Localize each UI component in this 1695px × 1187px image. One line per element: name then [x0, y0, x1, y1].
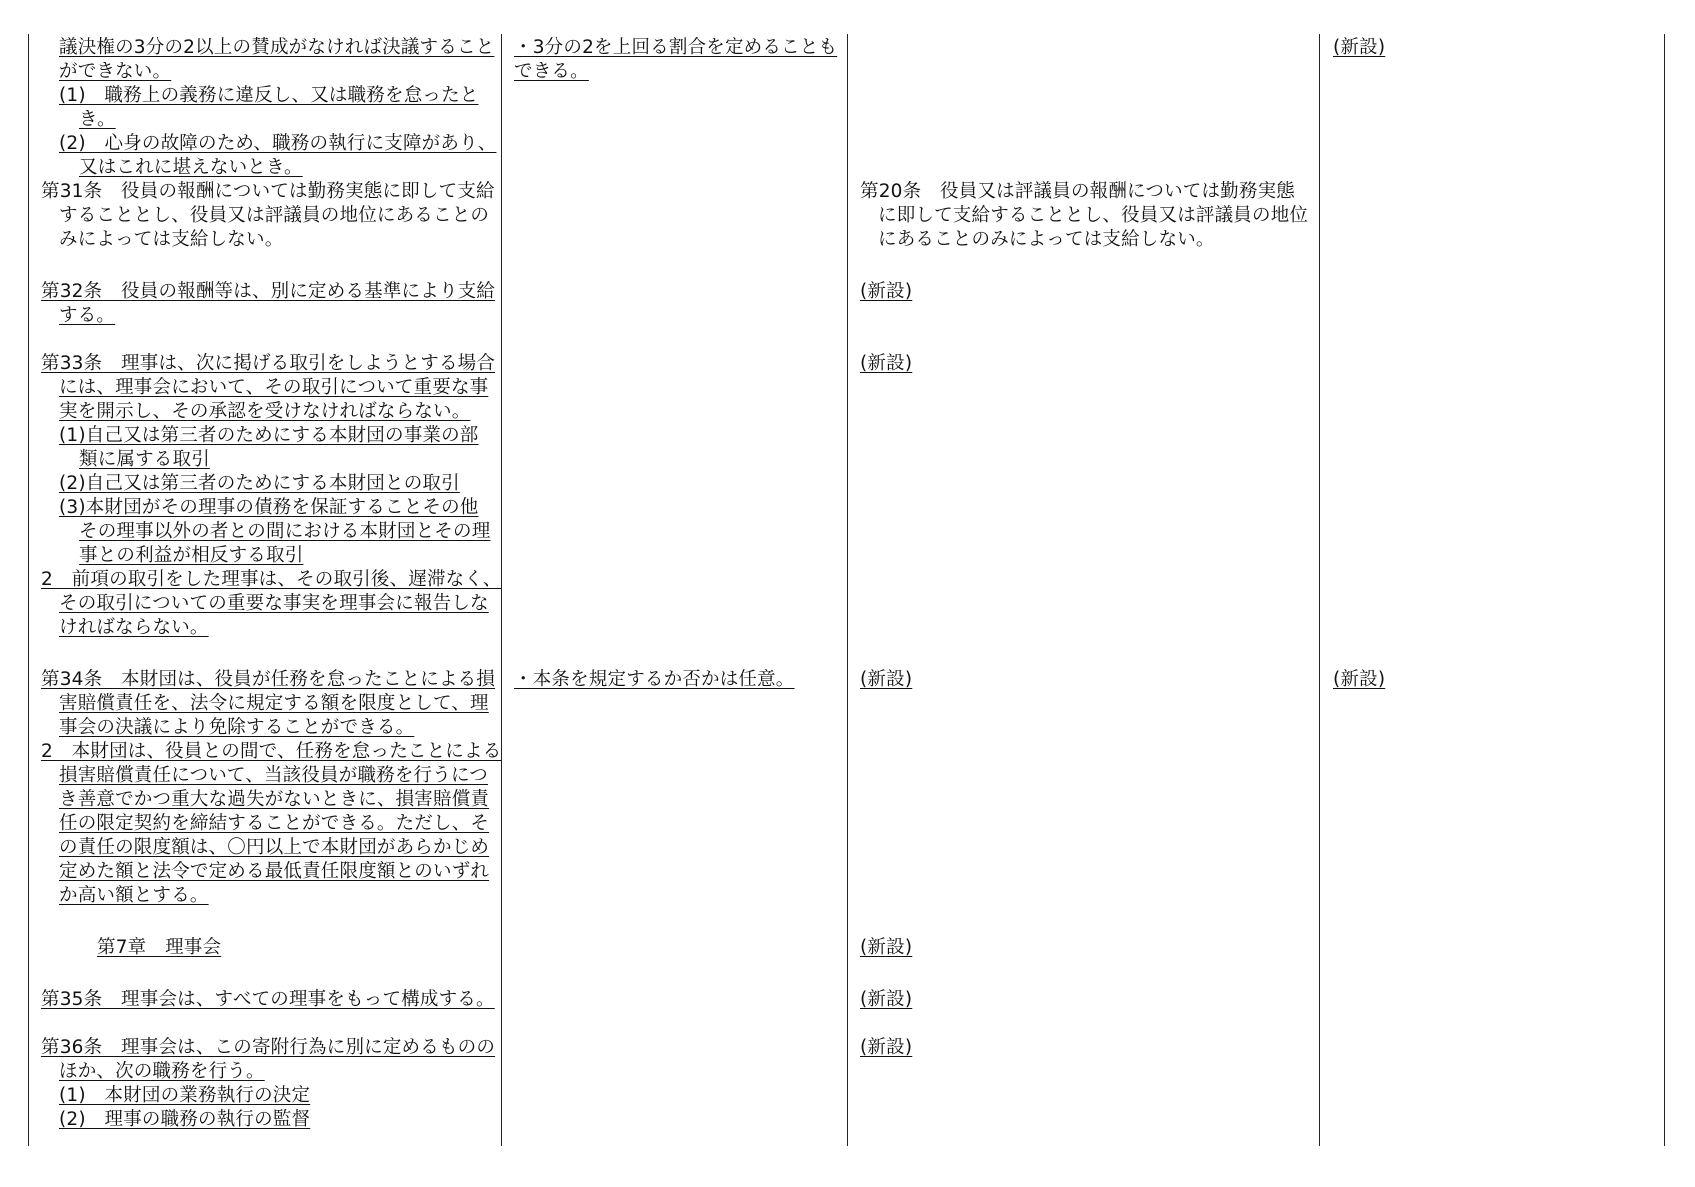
- text-line: 又はこれに堪えないとき。: [79, 157, 303, 178]
- article-heading: 第36条 理事会は、この寄附行為に別に定めるものの: [41, 1037, 496, 1058]
- text-line: 事との利益が相反する取引: [79, 545, 304, 566]
- text-line: ができない。: [59, 61, 172, 82]
- text-line: (1) 職務上の義務に違反し、又は職務を怠ったと: [59, 85, 479, 106]
- new-provision-label: (新設): [860, 937, 913, 958]
- chapter-heading: 第7章 理事会: [97, 937, 222, 958]
- note-line: ・3分の2を上回る割合を定めることも: [514, 37, 838, 58]
- text-line: か高い額とする。: [59, 885, 209, 906]
- article-heading: 第33条 理事は、次に掲げる取引をしようとする場合: [41, 353, 496, 374]
- text-line: 議決権の3分の2以上の賛成がなければ決議すること: [59, 37, 495, 58]
- article-heading: 第20条 役員又は評議員の報酬については勤務実態: [860, 181, 1295, 202]
- text-line: (2) 理事の職務の執行の監督: [59, 1109, 311, 1130]
- text-line: き。: [79, 109, 116, 130]
- text-line: 類に属する取引: [79, 449, 210, 470]
- text-line: (2)自己又は第三者のためにする本財団との取引: [59, 473, 460, 494]
- new-provision-label: (新設): [860, 353, 913, 374]
- column-divider: [847, 34, 848, 1146]
- new-provision-label: (新設): [860, 669, 913, 690]
- text-line: 損害賠償責任について、当該役員が職務を行うにつ: [59, 765, 488, 786]
- text-line: ければならない。: [59, 617, 209, 638]
- text-line: 実を開示し、その承認を受けなければならない。: [59, 401, 471, 422]
- article-heading: 第35条 理事会は、すべての理事をもって構成する。: [41, 989, 495, 1010]
- note-line: できる。: [514, 61, 589, 82]
- text-line: (2) 心身の故障のため、職務の執行に支障があり、: [59, 133, 497, 154]
- text-line: 害賠償責任を、法令に規定する額を限度として、理: [59, 693, 489, 714]
- text-line: の責任の限度額は、〇円以上で本財団があらかじめ: [59, 837, 490, 858]
- text-line: その理事以外の者との間における本財団とその理: [79, 521, 491, 542]
- column-divider: [28, 34, 29, 1146]
- new-provision-label: (新設): [860, 281, 913, 302]
- article-heading: 第34条 本財団は、役員が任務を怠ったことによる損: [41, 669, 496, 690]
- new-provision-label: (新設): [1333, 669, 1386, 690]
- text-line: ほか、次の職務を行う。: [59, 1061, 265, 1082]
- article-heading: 第31条 役員の報酬については勤務実態に即して支給: [41, 181, 495, 202]
- text-line: (3)本財団がその理事の債務を保証することその他: [59, 497, 479, 518]
- new-provision-label: (新設): [1333, 37, 1386, 58]
- new-provision-label: (新設): [860, 989, 913, 1010]
- text-line: 定めた額と法令で定める最低責任限度額とのいずれ: [59, 861, 490, 882]
- text-line: 2 前項の取引をした理事は、その取引後、遅滞なく、: [41, 569, 502, 590]
- text-line: 任の限定契約を締結することができる。ただし、そ: [59, 813, 490, 834]
- note-line: ・本条を規定するか否かは任意。: [514, 669, 795, 690]
- text-line: にあることのみによっては支給しない。: [878, 229, 1215, 250]
- text-line: き善意でかつ重大な過失がないときに、損害賠償責: [59, 789, 490, 810]
- text-line: 2 本財団は、役員との間で、任務を怠ったことによる: [41, 741, 502, 762]
- column-divider: [1319, 34, 1320, 1146]
- text-line: する。: [59, 305, 116, 326]
- text-line: には、理事会において、その取引について重要な事: [59, 377, 489, 398]
- new-provision-label: (新設): [860, 1037, 913, 1058]
- text-line: することとし、役員又は評議員の地位にあることの: [59, 205, 490, 226]
- text-line: に即して支給することとし、役員又は評議員の地位: [878, 205, 1309, 226]
- text-line: (1)自己又は第三者のためにする本財団の事業の部: [59, 425, 479, 446]
- text-line: 事会の決議により免除することができる。: [59, 717, 415, 738]
- text-line: みによっては支給しない。: [59, 229, 284, 250]
- column-divider: [1664, 34, 1665, 1146]
- article-heading: 第32条 役員の報酬等は、別に定める基準により支給: [41, 281, 496, 302]
- text-line: その取引についての重要な事実を理事会に報告しな: [59, 593, 489, 614]
- text-line: (1) 本財団の業務執行の決定: [59, 1085, 311, 1106]
